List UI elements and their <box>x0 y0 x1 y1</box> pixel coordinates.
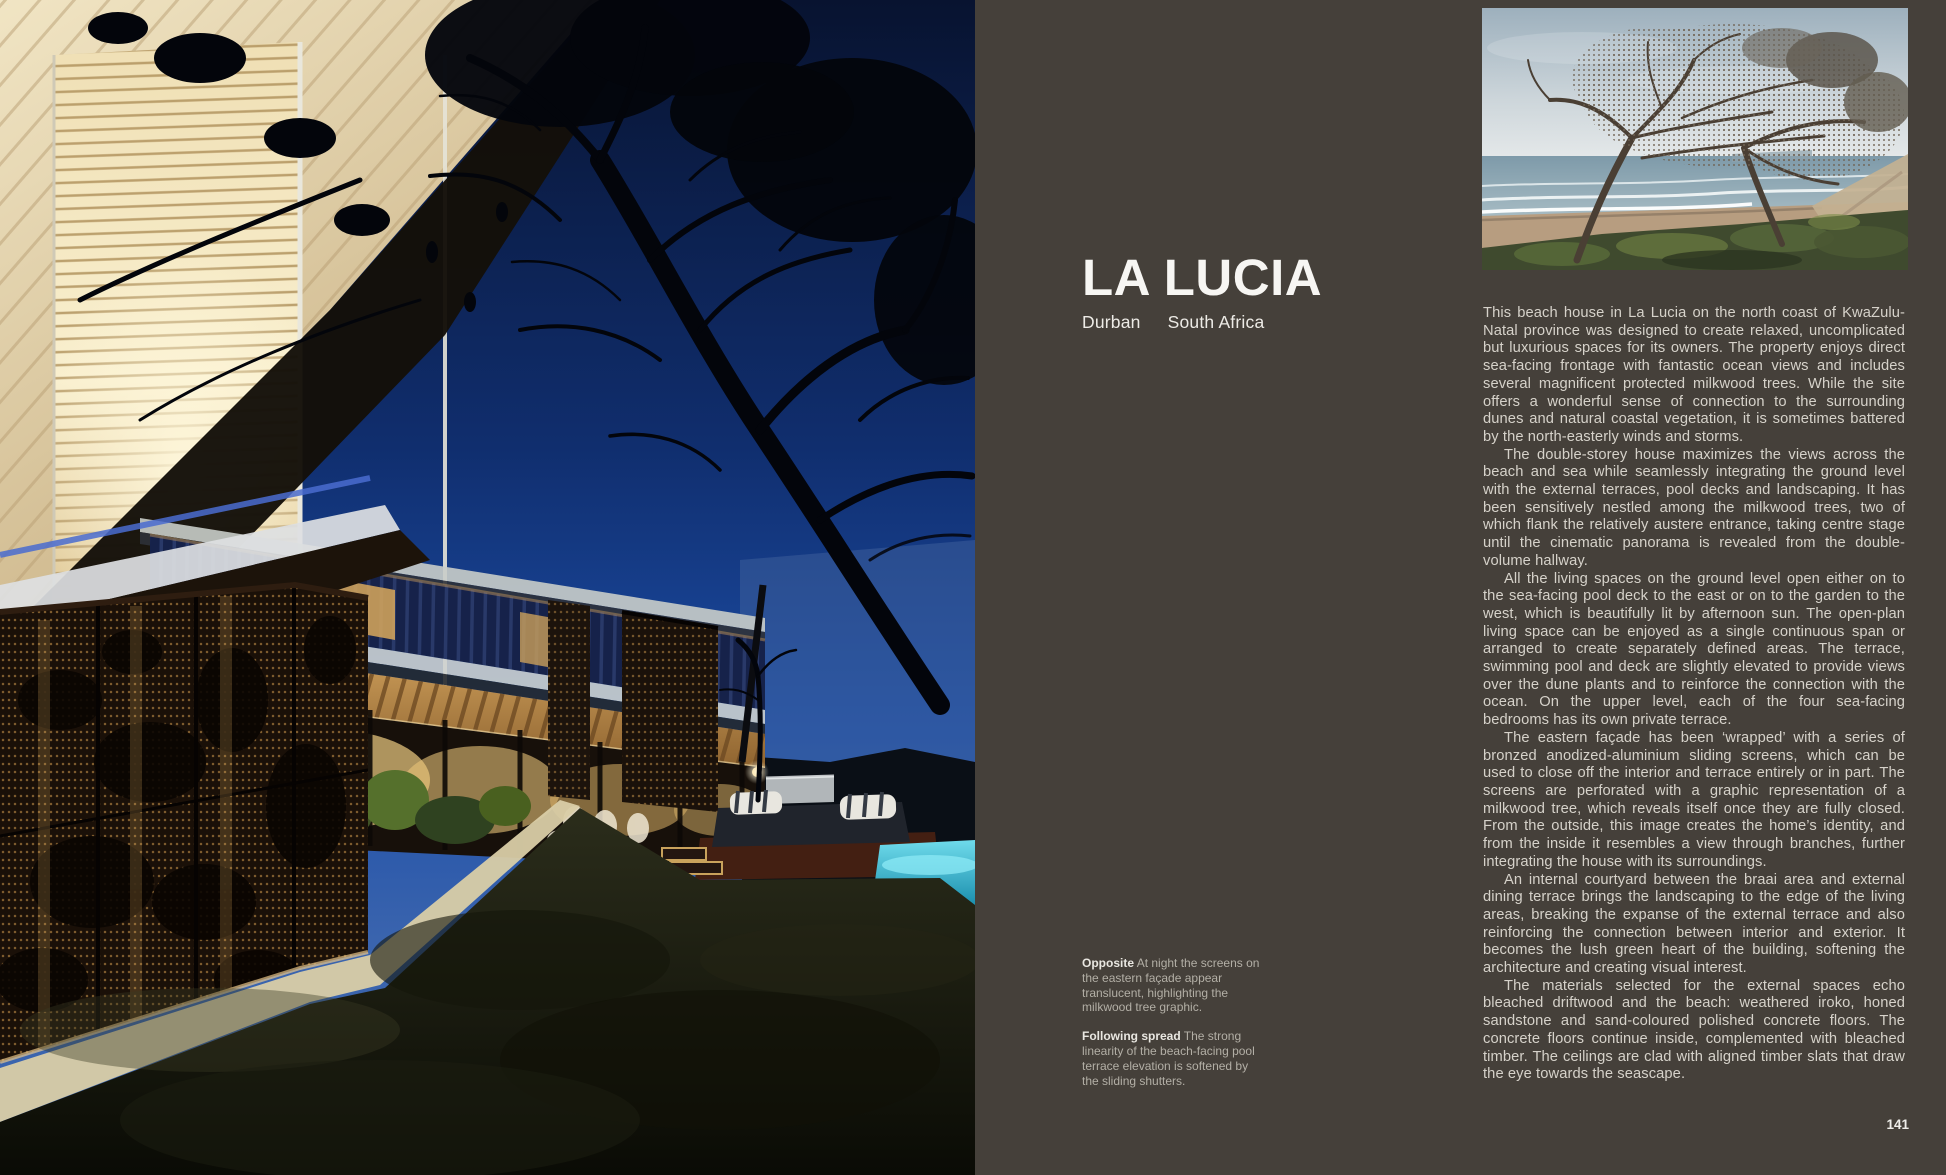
page-number: 141 <box>1886 1117 1909 1132</box>
milkwood-tree-beach <box>1482 8 1908 270</box>
caption-following-spread <box>1082 1029 1262 1088</box>
caption-opposite <box>1082 956 1262 1015</box>
page-title: LA LUCIA <box>1082 249 1323 306</box>
sliding-screen-panels <box>548 600 718 812</box>
paragraph: The double-storey house maximizes the views across the beach and sea while seamlessly integrating the ground level with the external terraces, pool decks and landscaping. It has been sensitively nestled among the milkwood trees, two of which flank the relatively austere entrance, taking centre stage until the cinematic panorama is revealed from the double-volume hallway. <box>1483 446 1905 569</box>
paragraph: The eastern façade has been ‘wrapped’ with a series of bronzed anodized-aluminium sliding screens, which can be used to close off the interior and terrace entirely or in part. The screens are perforated with a graphic representation of a milkwood tree, which reveals itself once they are fully closed. From the outside, this image creates the home’s identity, and from the inside it resembles a view through branches, further integrating the house with its surroundings. <box>1483 729 1905 870</box>
location-city: Durban <box>1082 312 1141 332</box>
paragraph: The materials selected for the external spaces echo bleached driftwood and the beach: weathered iroko, honed sandstone and sand-coloured polished concrete floors. The concrete floors continue inside, complemented with bleached timber. The ceilings are clad with aligned timber slats that draw the eye towards the seascape. <box>1483 977 1905 1083</box>
caption-label: Following spread <box>1082 1029 1181 1044</box>
article-body <box>1483 305 1905 1084</box>
paragraph: All the living spaces on the ground level open either on to the sea-facing pool deck to the east or on to the garden to the west, which is beautifully lit by afternoon sun. The open-plan living space can be enjoyed as a single continuous span or arranged to create separately defined areas. The terrace, swimming pool and deck are slightly elevated to provide views over the dune plants and to reinforce the connection with the ocean. On the upper level, each of the four sea-facing bedrooms has its own private terrace. <box>1483 570 1905 729</box>
tree-beach-photo <box>1482 8 1908 270</box>
caption-text: At night the screens on the eastern façade appear translucent, highlighting the milkwood tree graphic. <box>1082 956 1260 1015</box>
right-page <box>975 0 1946 1175</box>
location-country: South Africa <box>1167 312 1265 332</box>
caption-column <box>1082 956 1262 1102</box>
location-line <box>1082 312 1322 333</box>
caption-label: Opposite <box>1082 956 1135 970</box>
paragraph: An internal courtyard between the braai area and external dining terrace brings the landscaping to the edge of the living areas, breaking the expanse of the external terrace and also reinforcing the connection between interior and exterior. It becomes the lush green heart of the building, softening the architecture and creating visual interest. <box>1483 871 1905 977</box>
caption-text: The strong linearity of the beach-facing pool terrace elevation is softened by the sliding shutters. <box>1082 1029 1255 1088</box>
title-block <box>1082 249 1323 333</box>
paragraph: This beach house in La Lucia on the north coast of KwaZulu-Natal province was designed to create relaxed, uncomplicated but luxurious spaces for its owners. The property enjoys direct sea-facing frontage with fantastic ocean views and includes several magnificent protected milkwood trees. While the site offers a wonderful sense of connection to the surrounding dunes and natural coastal vegetation, it is sometimes battered by the north-easterly winds and storms. <box>1483 305 1905 445</box>
